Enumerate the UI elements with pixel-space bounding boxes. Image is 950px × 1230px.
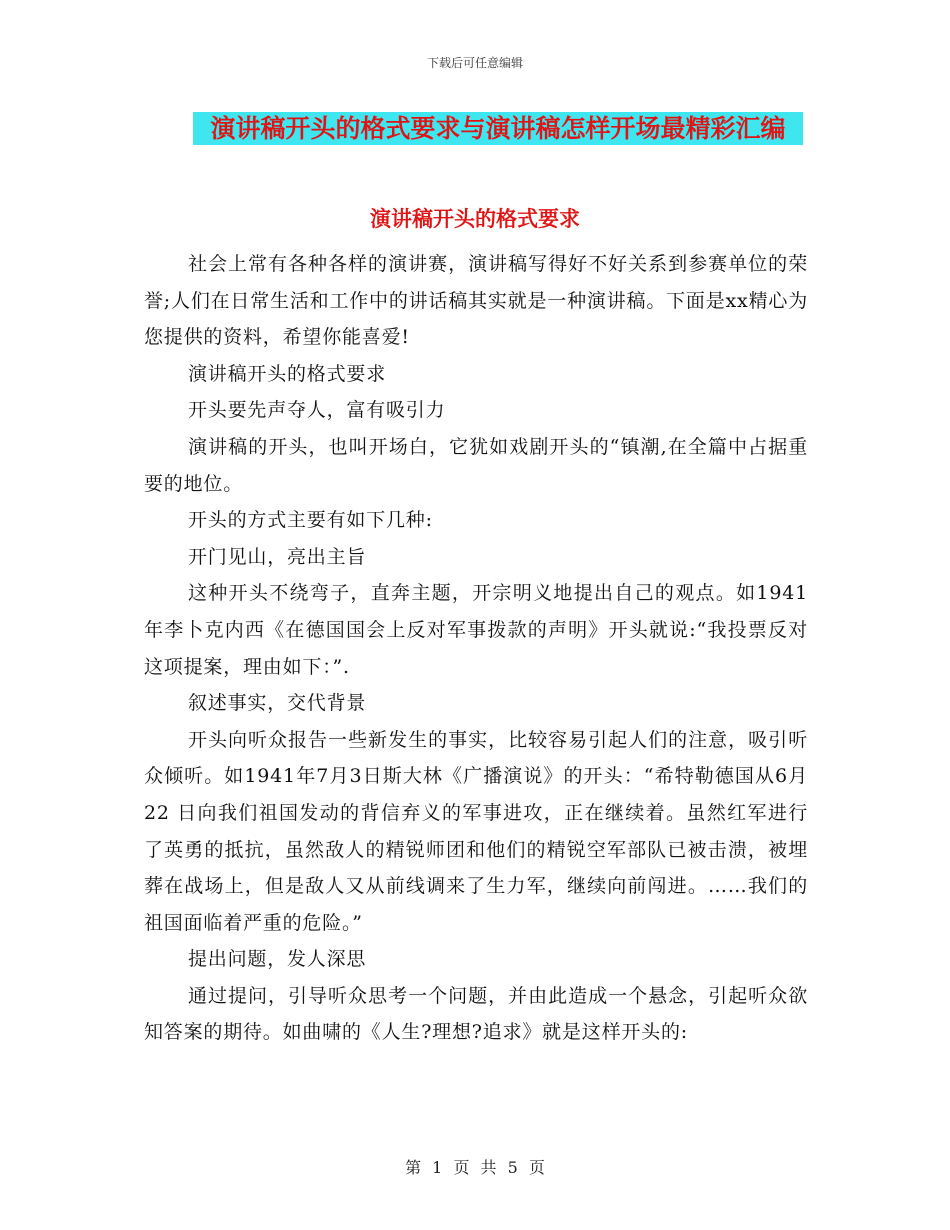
paragraph: 演讲稿的开头，也叫开场白，它犹如戏剧开头的“镇潮,在全篇中占据重要的地位。 (144, 435, 808, 495)
main-title: 演讲稿开头的格式要求与演讲稿怎样开场最精彩汇编 (210, 114, 786, 143)
paragraph: 开头向听众报告一些新发生的事实，比较容易引起人们的注意，吸引听众倾听。如1941年7月3日斯大林《广播演说》的开头：“希特勒德国从6月22 日向我们祖国发动的背信弃义的军事进攻，正在继续着。虽然红军进行了英勇的抵抗，虽然敌人的精锐师团和他们的精锐空军部队已被击溃，被埋葬在战场上，但是敌人又从前线调来了生力军，继续向前闯进。……我们的祖国面临着严重的危险。” (144, 728, 808, 934)
main-title-highlight (193, 112, 803, 145)
paragraph: 开头要先声夺人，富有吸引力 (188, 399, 446, 422)
paragraph: 这种开头不绕弯子，直奔主题，开宗明义地提出自己的观点。如1941年李卜克内西《在德国国会上反对军事拨款的声明》开头就说:“我投票反对这项提案，理由如下：”. (144, 582, 808, 678)
paragraph: 开头的方式主要有如下几种: (188, 509, 433, 532)
paragraph: 演讲稿开头的格式要求 (188, 362, 387, 385)
document-body (144, 246, 808, 1051)
paragraph: 提出问题，发人深思 (188, 948, 367, 971)
page-footer: 第 1 页 共 5 页 (405, 1158, 545, 1177)
paragraph: 通过提问，引导听众思考一个问题，并由此造成一个悬念，引起听众欲知答案的期待。如曲啸的《人生?理想?追求》就是这样开头的: (144, 984, 808, 1044)
header-note: 下载后可任意编辑 (426, 56, 523, 70)
paragraph: 开门见山，亮出主旨 (188, 545, 367, 568)
section-title: 演讲稿开头的格式要求 (370, 206, 580, 231)
paragraph: 叙述事实，交代背景 (188, 692, 367, 715)
paragraph: 社会上常有各种各样的演讲赛，演讲稿写得好不好关系到参赛单位的荣誉;人们在日常生活和工作中的讲话稿其实就是一种演讲稿。下面是xx精心为您提供的资料，希望你能喜爱! (144, 253, 808, 349)
